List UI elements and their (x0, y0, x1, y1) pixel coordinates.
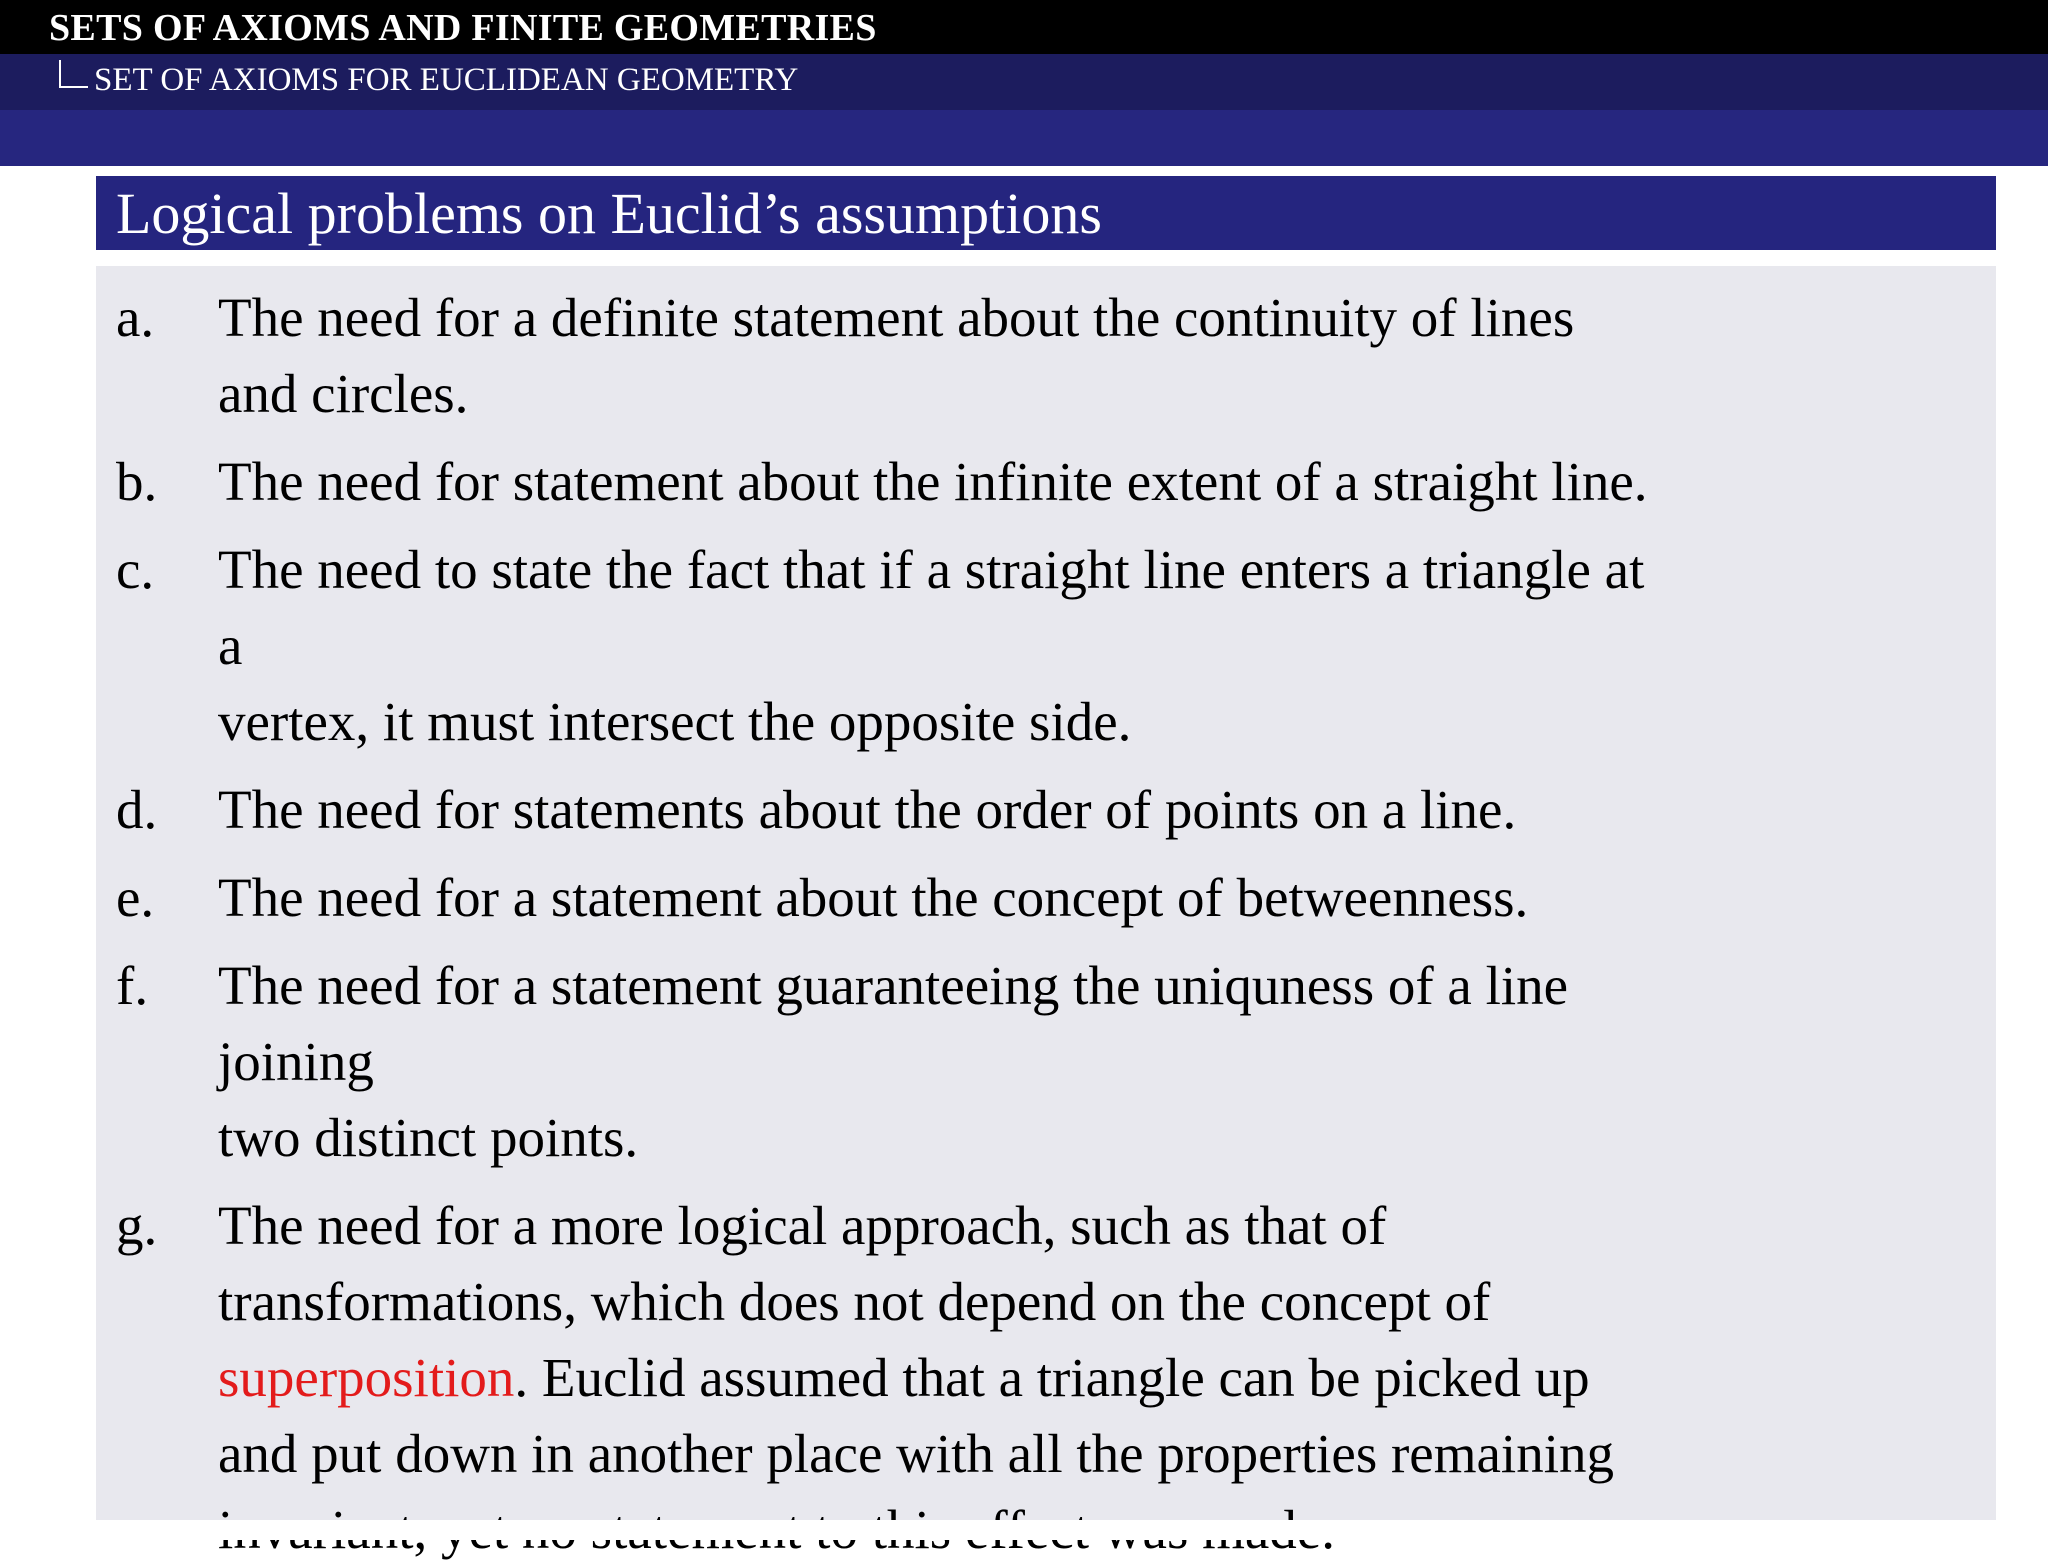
list-item-text (218, 280, 1978, 432)
text-line: two distinct points. (218, 1107, 639, 1168)
list-marker: a. (116, 287, 155, 348)
text-fragment: . Euclid assumed that a triangle can be picked up (514, 1347, 1590, 1408)
list-item-text (218, 948, 1978, 1176)
text-line-with-highlight (218, 1340, 1978, 1416)
block-title: Logical problems on Euclid’s assumptions (116, 181, 1102, 246)
block-title-bar (96, 176, 1996, 250)
list-item-text (218, 772, 1978, 848)
text-line: transformations, which does not depend on the concept of (218, 1271, 1491, 1332)
text-line: and circles. (218, 363, 469, 424)
page-bottom-margin (0, 1520, 2048, 1540)
header-accent-strip (0, 110, 2048, 166)
text-line: The need for a definite statement about the continuity of lines (218, 287, 1575, 348)
text-line: joining (218, 1031, 374, 1092)
section-title: SETS OF AXIOMS AND FINITE GEOMETRIES (49, 7, 877, 49)
top-header-bar (0, 0, 2048, 54)
highlighted-term: superposition (218, 1347, 515, 1408)
list-marker: g. (116, 1195, 158, 1256)
text-line: The need for a more logical approach, such as that of (218, 1195, 1387, 1256)
text-line: The need to state the fact that if a straight line enters a triangle at (218, 539, 1645, 600)
list-marker: e. (116, 867, 155, 928)
subsection-title: SET OF AXIOMS FOR EUCLIDEAN GEOMETRY (94, 62, 799, 98)
list-marker: d. (116, 779, 158, 840)
list-marker: c. (116, 539, 155, 600)
text-line: The need for statements about the order of points on a line. (218, 779, 1517, 840)
block-body (96, 266, 1996, 1520)
text-line: a (218, 615, 243, 676)
list-item-text (218, 532, 1978, 760)
text-line: The need for a statement about the concept of betweenness. (218, 867, 1529, 928)
tree-connector-icon (59, 60, 88, 88)
text-line: vertex, it must intersect the opposite side. (218, 691, 1132, 752)
list-item-text (218, 444, 1978, 520)
list-marker: b. (116, 451, 158, 512)
text-line: The need for a statement guaranteeing the uniquness of a line (218, 955, 1569, 1016)
text-line: and put down in another place with all the properties remaining (218, 1423, 1614, 1484)
text-line: The need for statement about the infinite extent of a straight line. (218, 451, 1648, 512)
list-item-text (218, 860, 1978, 936)
assumption-list (96, 266, 1996, 1520)
list-item-text (218, 1188, 1978, 1568)
list-marker: f. (116, 955, 149, 1016)
